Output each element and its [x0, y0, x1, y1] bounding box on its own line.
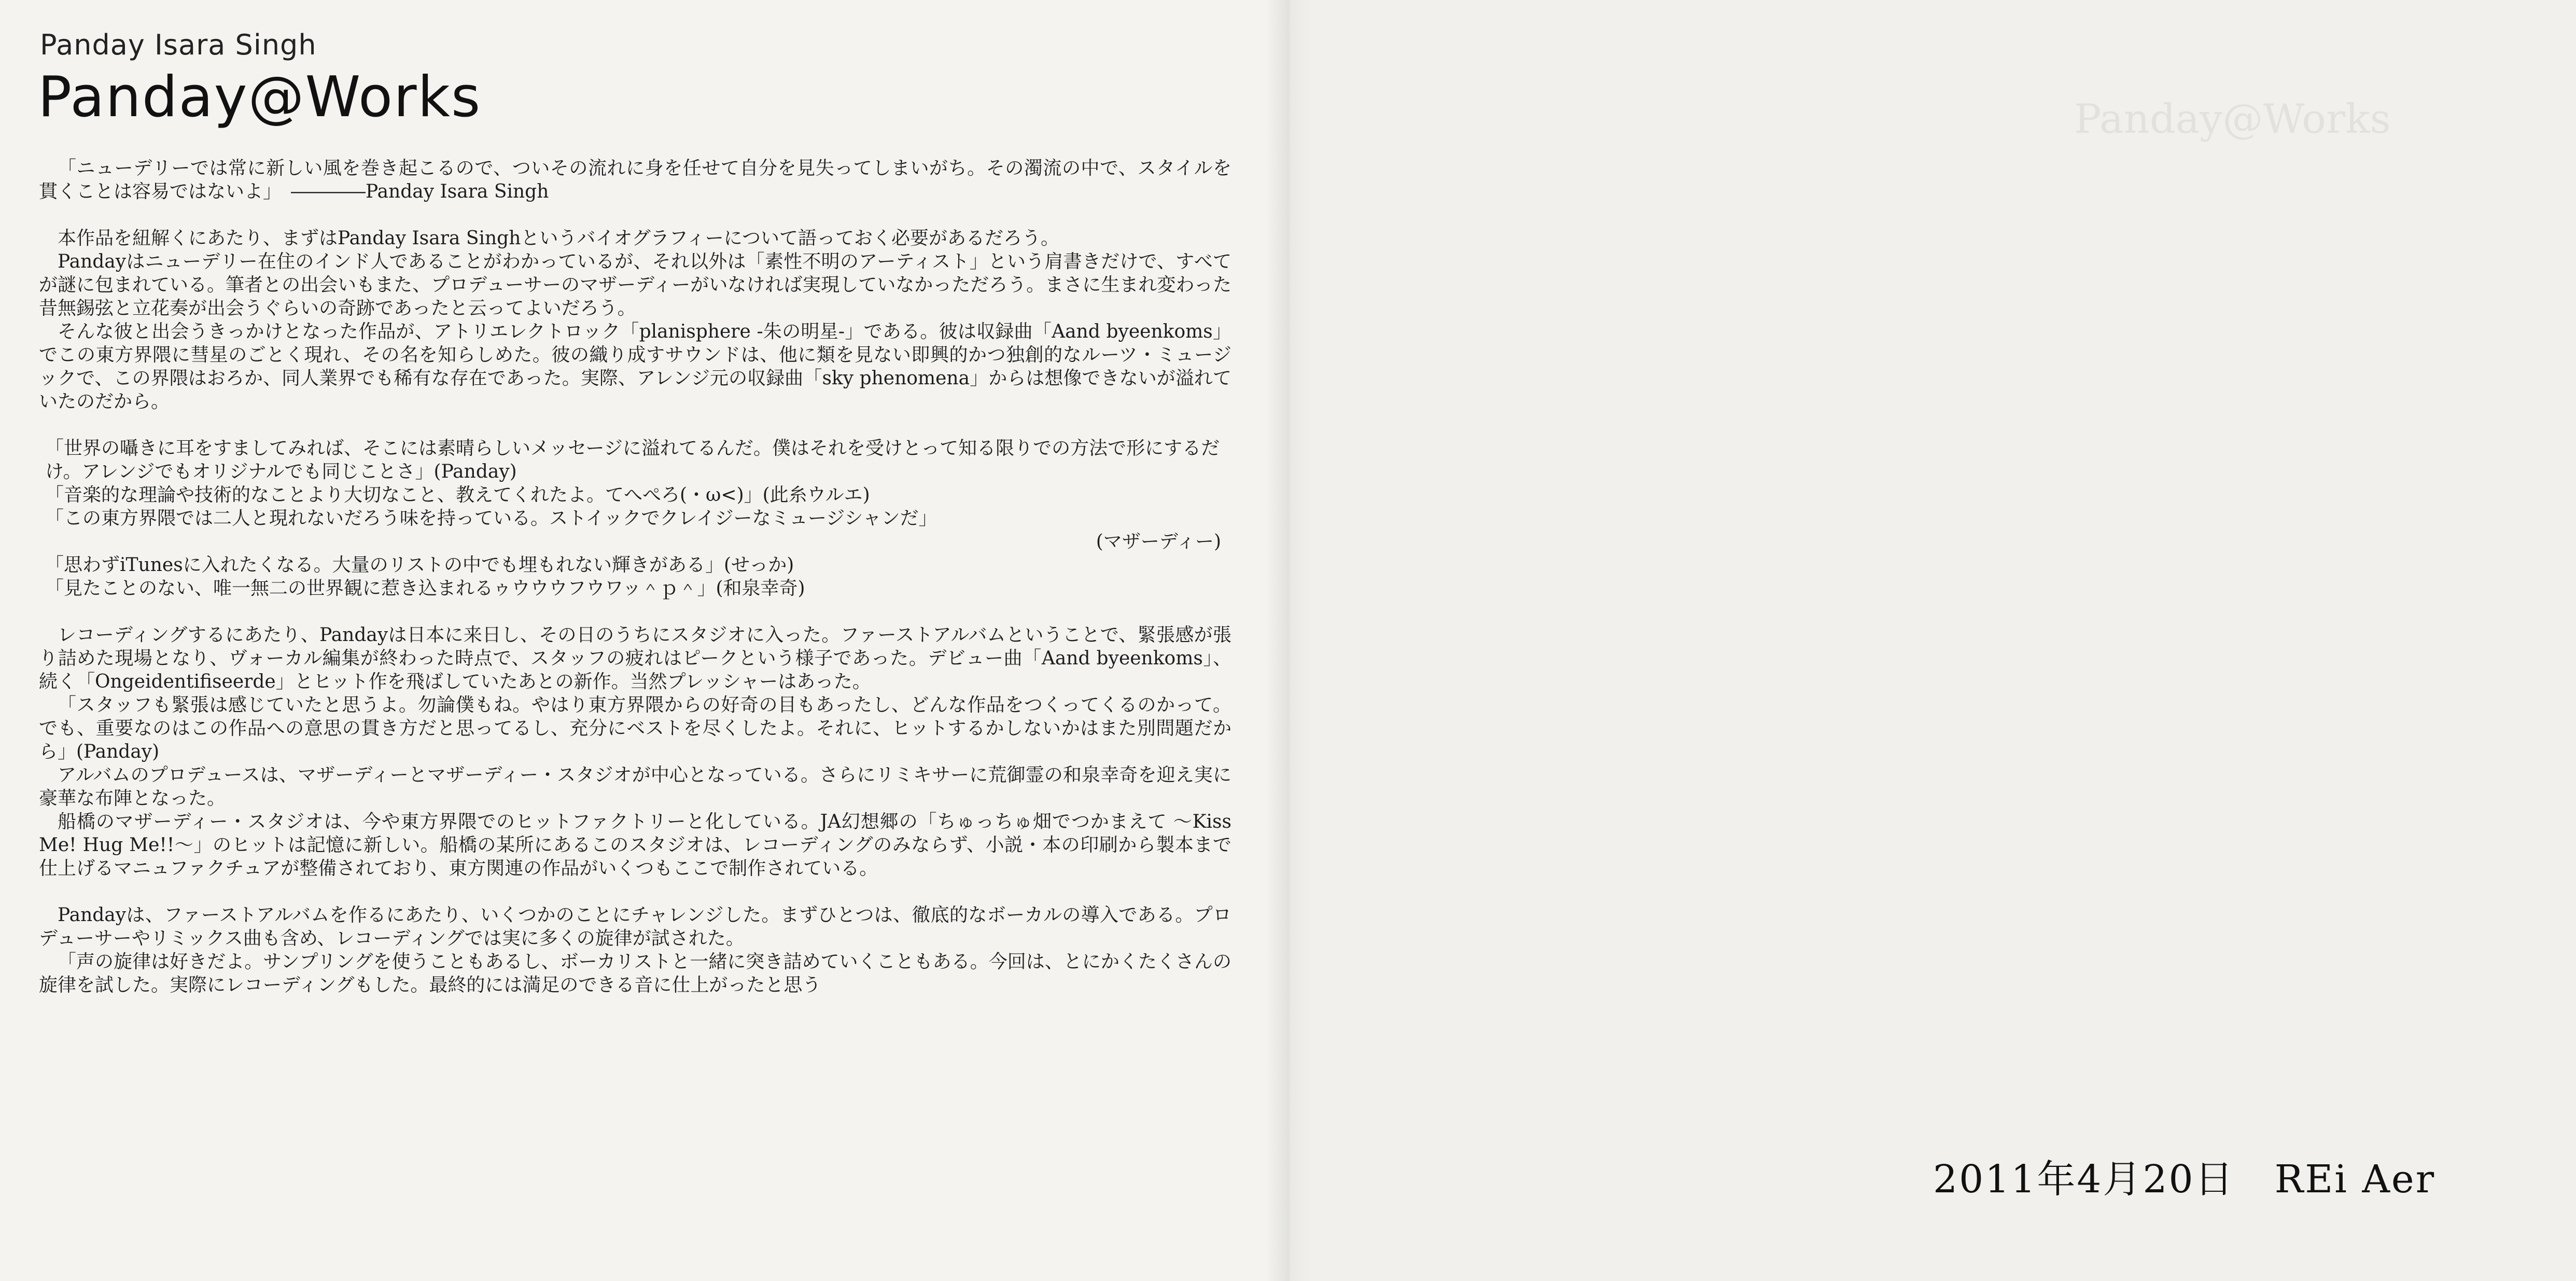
signature-date: 2011年4月20日 REi Aer — [1933, 1157, 2436, 1202]
paragraph: そんな彼と出会うきっかけとなった作品が、アトリエレクトロック「planisphere -朱の明星-」である。彼は収録曲「Aand byeenkoms」でこの東方界隈に彗星のごとく現れ、その名を知らしめた。彼の織り成すサウンドは、他に類を見ない即興的かつ独創的なルーツ・ミュージックで、この界隈はおろか、同人業界でも稀有な存在であった。実際、アレンジ元の収録曲「sky phenomena」からは想像できないが溢れていたのだから。 — [39, 321, 1231, 412]
quote-line: 「音楽的な理論や技術的なことより大切なこと、教えてくれたよ。てへぺろ(・ω<)」(此糸ウルエ) — [45, 484, 870, 506]
artist-name: Panday Isara Singh — [40, 29, 317, 61]
paragraph: 「声の旋律は好きだよ。サンプリングを使うこともあるし、ボーカリストと一緒に突き詰めていくこともある。今回は、とにかくたくさんの旋律を試した。実際にレコーディングもした。最終的には満足のできる音に仕上がったと思う — [39, 951, 1231, 996]
paragraph: Pandayはニューデリー在住のインド人であることがわかっているが、それ以外は「素性不明のアーティスト」という肩書きだけで、すべてが謎に包まれている。筆者との出会いもまた、プロデューサーのマザーディーがいなければ実現していなかっただろう。まさに生まれ変わった昔無錫弦と立花奏が出会うぐらいの奇跡であったと云ってよいだろう。 — [39, 251, 1231, 319]
album-title: Panday@Works — [38, 65, 482, 130]
paragraph-gap — [39, 203, 1231, 227]
left-page — [0, 0, 1287, 1281]
paragraph: Pandayは、ファーストアルバムを作るにあたり、いくつかのことにチャレンジした。まずひとつは、徹底的なボーカルの導入である。プロデューサーやリミックス曲も含め、レコーディングでは実に多くの旋律が試された。 — [39, 904, 1231, 949]
quote-line: 「思わずiTunesに入れたくなる。大量のリストの中でも埋もれない輝きがある」(せっか) — [45, 554, 794, 576]
paragraph: 「スタッフも緊張は感じていたと思うよ。勿論僕もね。やはり東方界隈からの好奇の目もあったし、どんな作品をつくってくるのかって。でも、重要なのはこの作品への意思の貫き方だと思ってるし、充分にベストを尽くしたよ。それに、ヒットするかしないかはまた別問題だから」(Panday) — [39, 694, 1231, 762]
quote-line: (マザーディー) — [1096, 531, 1221, 552]
paragraph: レコーディングするにあたり、Pandayは日本に来日し、その日のうちにスタジオに入った。ファーストアルバムということで、緊張感が張り詰めた現場となり、ヴォーカル編集が終わった時点で、スタッフの疲れはピークという様子であった。デビュー曲「Aand byeenkoms」、続く「Ongeidentifiseerde」とヒット作を飛ばしていたあとの新作。当然プレッシャーはあった。 — [39, 624, 1231, 692]
quote-line: 「世界の囁きに耳をすましてみれば、そこには素晴らしいメッセージに溢れてるんだ。僕はそれを受けとって知る限りでの方法で形にするだけ。アレンジでもオリジナルでも同じことさ」(Panday) — [45, 438, 1220, 482]
page-gutter — [1265, 0, 1312, 1281]
paragraph: 「ニューデリーでは常に新しい風を巻き起こるので、ついその流れに身を任せて自分を見失ってしまいがち。その濁流の中で、スタイルを貫くことは容易ではないよ」 ――――Panday Isara Singh — [39, 158, 1231, 202]
paragraph: アルバムのプロデュースは、マザーディーとマザーディー・スタジオが中心となっている。さらにリミキサーに荒御霊の和泉幸奇を迎え実に豪華な布陣となった。 — [39, 764, 1231, 809]
paragraph: 本作品を紐解くにあたり、まずはPanday Isara Singhというバイオグラフィーについて語っておく必要があるだろう。 — [58, 228, 1060, 249]
paragraph-gap — [39, 880, 1231, 903]
right-page — [1287, 0, 2576, 1281]
quote-line: 「この東方界隈では二人と現れないだろう味を持っている。ストイックでクレイジーなミュージシャンだ」 — [45, 508, 937, 529]
show-through-title: Panday@Works — [2074, 96, 2391, 143]
paragraph-gap — [39, 600, 1231, 623]
paragraph-gap — [39, 413, 1231, 437]
paragraph: 船橋のマザーディー・スタジオは、今や東方界隈でのヒットファクトリーと化している。JA幻想郷の「ちゅっちゅ畑でつかまえて ～Kiss Me! Hug Me!!～」のヒットは記憶に新しい。船橋の某所にあるこのスタジオは、レコーディングのみならず、小説・本の印刷から製本まで仕上げるマニュファクチュアが整備されており、東方関連の作品がいくつもここで制作されている。 — [39, 811, 1231, 879]
quote-line: 「見たことのない、唯一無二の世界観に惹き込まれるゥウウウフウワッ＾ｐ＾」(和泉幸奇) — [45, 578, 805, 599]
left-text-column — [39, 157, 1231, 997]
